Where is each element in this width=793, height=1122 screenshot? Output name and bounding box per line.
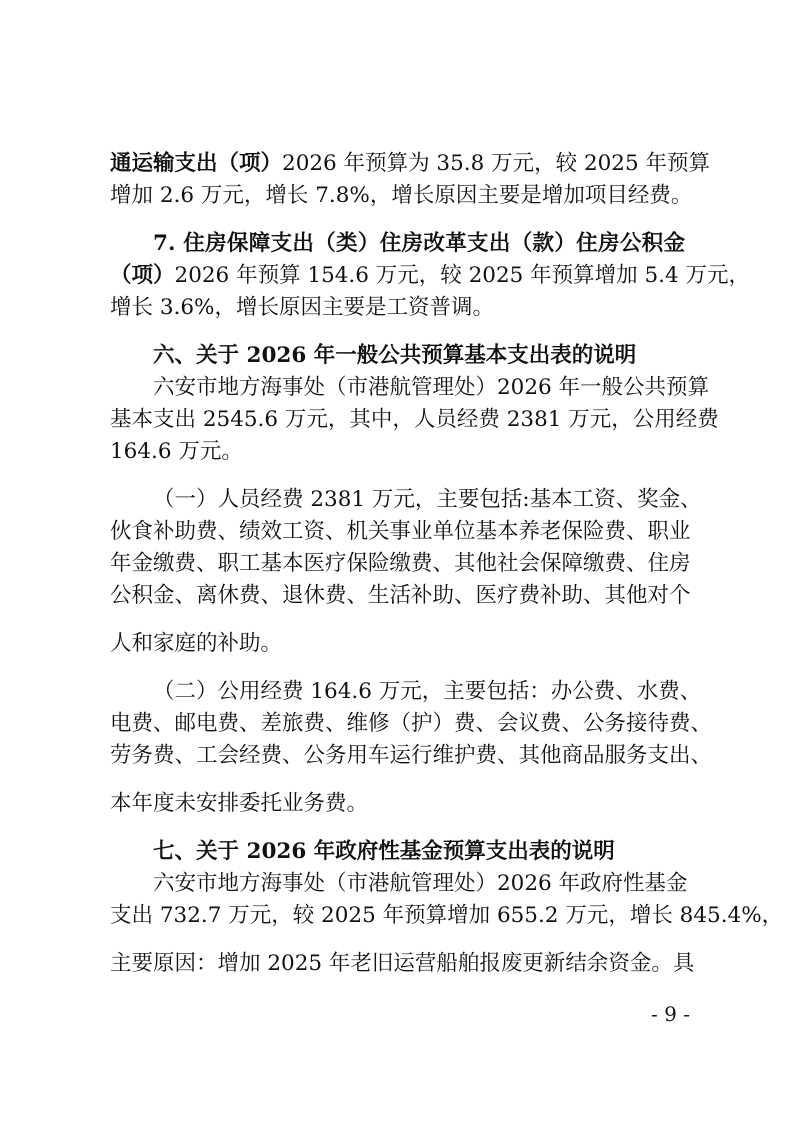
text-line-16: [110, 708, 713, 740]
text-line-22: [110, 948, 695, 980]
text-run: 通运输支出（项）: [110, 151, 283, 176]
text-line-5: [110, 292, 685, 324]
text-run: 7. 住房保障支出（类）住房改革支出（款）住房公积金: [153, 231, 685, 256]
text-line-20: [153, 868, 688, 900]
text-line-10: [153, 484, 702, 516]
text-run: 六安市地方海事处（市港航管理处）2026 年一般公共预算: [153, 375, 710, 400]
text-run: 基本支出 2545.6 万元，其中，人员经费 2381 万元，公用经费: [110, 407, 719, 432]
text-run: 164.6 万元。: [110, 439, 243, 464]
text-line-12: [110, 548, 691, 580]
text-line-15: [153, 676, 702, 708]
text-line-17: [110, 740, 713, 772]
text-run: 增加 2.6 万元，增长 7.8%，增长原因主要是增加项目经费。: [110, 183, 693, 208]
text-run: 电费、邮电费、差旅费、维修（护）费、会议费、公务接待费、: [110, 711, 713, 736]
text-run: 七、关于 2026 年政府性基金预算支出表的说明: [153, 839, 615, 864]
section-heading-6: [153, 340, 685, 372]
text-run: （一）人员经费 2381 万元，主要包括:基本工资、奖金、: [153, 487, 702, 512]
text-line-21: [110, 900, 784, 932]
text-line-7: [153, 372, 710, 404]
text-line-11: [110, 516, 691, 548]
text-run: 年金缴费、职工基本医疗保险缴费、其他社会保障缴费、住房: [110, 551, 691, 576]
section-heading-7: [153, 836, 685, 868]
text-line-14: [110, 628, 685, 660]
text-run: 主要原因：增加 2025 年老旧运营船舶报废更新结余资金。具: [110, 951, 695, 976]
text-run: 增长 3.6%，增长原因主要是工资普调。: [110, 295, 494, 320]
page-number: - 9 -: [651, 1002, 690, 1026]
text-run: 六、关于 2026 年一般公共预算基本支出表的说明: [153, 343, 637, 368]
text-line-1: [110, 148, 710, 180]
text-run: 劳务费、工会经费、公务用车运行维护费、其他商品服务支出、: [110, 743, 713, 768]
text-run: 六安市地方海事处（市港航管理处）2026 年政府性基金: [153, 871, 688, 896]
text-line-18: [110, 788, 685, 820]
text-run: 2026 年预算 154.6 万元，较 2025 年预算增加 5.4 万元，: [174, 263, 751, 288]
text-run: 本年度未安排委托业务费。: [110, 791, 369, 816]
text-run: （二）公用经费 164.6 万元，主要包括：办公费、水费、: [153, 679, 702, 704]
text-line-3: [153, 228, 685, 260]
text-line-2: [110, 180, 693, 212]
text-run: 伙食补助费、绩效工资、机关事业单位基本养老保险费、职业: [110, 519, 691, 544]
text-line-4: [110, 260, 751, 292]
text-line-13: [110, 580, 691, 612]
text-run: 支出 732.7 万元，较 2025 年预算增加 655.2 万元，增长 845.4%，: [110, 903, 784, 928]
text-line-8: [110, 404, 719, 436]
text-run: 人和家庭的补助。: [110, 631, 283, 656]
text-run: 2026 年预算为 35.8 万元，较 2025 年预算: [282, 151, 710, 176]
text-run: 公积金、离休费、退休费、生活补助、医疗费补助、其他对个: [110, 583, 691, 608]
text-run: （项）: [110, 263, 175, 288]
text-line-9: [110, 436, 685, 468]
